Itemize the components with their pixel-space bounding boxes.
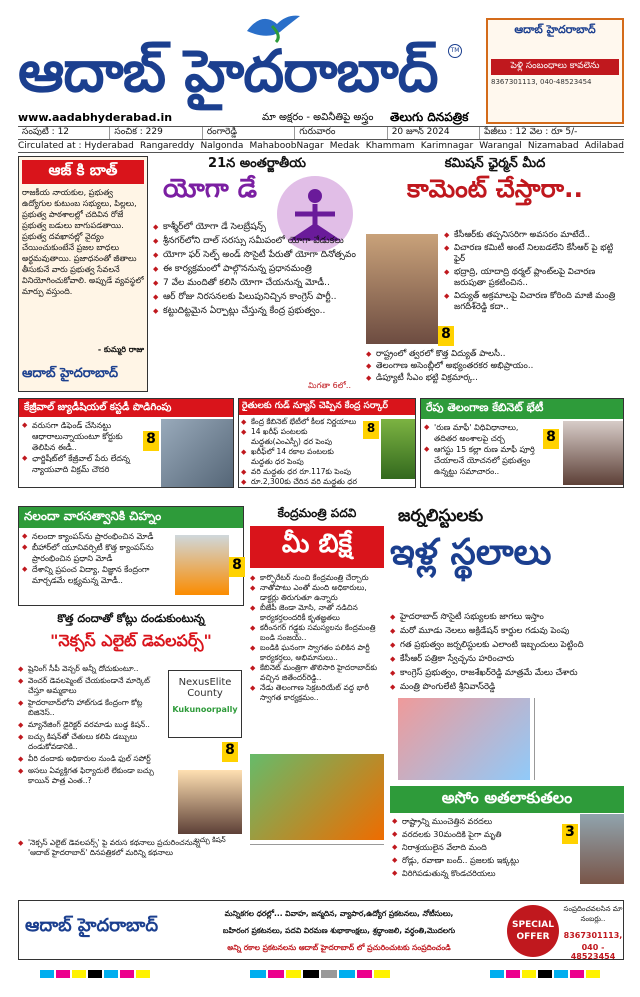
journalists-bullets xyxy=(390,610,624,694)
page-3-badge: 3 xyxy=(562,824,578,844)
circulation-item: Karimnagar xyxy=(420,141,474,151)
revanth-photo xyxy=(563,421,623,485)
farmers-bullet: ◆ కేంద్ర కేబినెట్ భేటీలో కీలక నిర్ణయాలు xyxy=(241,417,357,427)
corner-ad-contact: 8367301113, 040-48523454 xyxy=(491,78,592,86)
print-color-bar-center xyxy=(250,970,390,978)
nalanda-story xyxy=(18,506,244,606)
commission-bullet: ◆ డిప్యూటీ సీఎం భట్టి విక్రమార్క.. xyxy=(366,372,624,384)
aaj-ki-baat-column xyxy=(18,156,148,392)
kejriwal-bullet: ◆ వరుసగా డిఫెండ్ చేసినట్టు ఆధారాలున్నాయంటూ కోర్టుకు తెలిపిన ఈడీ.. xyxy=(22,420,134,453)
journalists-bullet: ◆ హైదరాబాద్ సొసైటీ సభ్యులకు జాగలు ఇస్తాం xyxy=(390,610,624,624)
aaj-ki-baat-logo: ఆదాబ్ హైదరాబాద్ xyxy=(22,366,119,381)
assam-bullet: ◆ నిరాశ్రయులైన వేలాది మంది xyxy=(392,841,558,854)
sanjay-caption xyxy=(250,844,384,884)
journalists-bullet: ◆ మంత్రి పొంగులేటి శ్రీనివాస్‌రెడ్డి xyxy=(390,680,624,694)
nexus-bullet: ◆ వెంచర్ డెవలప్మెంట్ చేయకుండానే మార్కెట్ చేస్తూ అమ్మకాలు xyxy=(18,676,162,696)
minister-kicker: కేంద్రమంత్రి పదవి xyxy=(277,506,357,520)
yoga-bullet: ◆ ఆర్ రోజు నిరసనలకు పిలుపునిచ్చిన కాంగ్రెస్ పార్టీ.. xyxy=(153,290,363,304)
aaj-ki-baat-author: - కుమ్మరి రాజు xyxy=(97,345,144,354)
minister-bullet: ◆ కరీంనగర్ గడ్డకు సమస్యలను కేంద్రమంత్రి బండి సంజయ్.. xyxy=(250,623,384,643)
journalists-bullet: ◆ కాంగ్రెస్ ప్రభుత్వం, రాజశేఖర్‌రెడ్డి మాత్రమే మేలు చేశారు xyxy=(390,666,624,680)
nexus-story xyxy=(18,612,244,888)
commission-headline: కామెంట్ చేస్తారా.. xyxy=(407,174,583,203)
cabinet-story xyxy=(420,398,624,488)
commission-kicker: కమిషన్ ఛైర్మన్ మీద xyxy=(444,156,546,171)
motto: మా అక్షరం - అవినీతిపై అస్త్రం xyxy=(262,112,374,123)
nexus-logo xyxy=(168,670,242,738)
nexus-kicker: కొత్త దందాతో కోట్లు దండుకుంటున్న xyxy=(57,612,205,625)
nexus-bullet: ◆ బచ్చు కిషన్‌తో చేతులు కలిపి డబ్బులు దండుకోవడానికి.. xyxy=(18,732,162,752)
journalists-headline: ఇళ్ల స్థలాలు xyxy=(390,532,552,573)
sanjay-rally-photo xyxy=(250,754,384,840)
journalists-bullet: ◆ కేసీఆర్ పత్రికా స్వేచ్ఛను హరించారు xyxy=(390,652,624,666)
assam-headline: అసోం అతలాకుతలం xyxy=(390,786,624,813)
crop-photo xyxy=(381,419,415,479)
page-8-badge: 8 xyxy=(229,557,245,577)
pages-price: పేజీలు : 12 వెల : రూ 5/- xyxy=(484,127,578,137)
circulation-item: Medak xyxy=(329,141,360,151)
minister-headline: మీ బిక్షే xyxy=(250,526,384,568)
nexus-photo-caption: బచ్చు కిషన్ xyxy=(194,836,226,844)
weekday: గురువారం xyxy=(295,127,387,139)
minister-story xyxy=(250,506,384,784)
assam-bullet: ◆ విరిగిపడుతున్న కొండచరియలు xyxy=(392,867,558,880)
nexus-logo-sub: Kukunoorpally xyxy=(172,705,238,714)
commission-bullet: ◆ కేసీఆర్‌కు తప్పనిసరిగా అవసరం మాటేదే.. xyxy=(444,230,624,241)
bottom-ad-text xyxy=(179,905,499,956)
farmers-headline: రైతులకు గుడ్ న్యూస్ చెప్పిన కేంద్ర సర్కార్ xyxy=(239,399,415,415)
yoga-bullet: ◆ యోగా ఫర్ సెల్ఫ్ అండ్ సొసైటీ పేరుతో యోగా దినోత్సవం xyxy=(153,248,363,262)
commission-bullet: ◆ తెలంగాణ అసెంబ్లీలో అభ్యంతరకర అభిప్రాయం.. xyxy=(366,360,624,372)
bottom-ad-brand: ఆదాబ్ హైదరాబాద్ xyxy=(25,915,159,936)
corner-ad-brand: ఆదాబ్ హైదరాబాద్ xyxy=(514,23,596,36)
assam-bullet: ◆ వరదలకు 30మందికి పైగా మృతి xyxy=(392,828,558,841)
journalists-event-photo xyxy=(398,698,530,780)
corner-ad-banner: పెళ్లి సంబంధాలు కావలెను xyxy=(491,59,619,75)
bottom-ad-line3: అన్ని రకాల ప్రకటనలను ఆదాబ్ హైదరాబాద్ లో ప్రచురించుటకు సంప్రదించండి xyxy=(227,943,451,952)
continued-label: మిగతా 6లో.. xyxy=(308,381,351,390)
commission-bullet: ◆ విద్యుత్ అక్రమాలపై విచారణ కోరింది మాజీ మంత్రి జగదీశ్‌రెడ్డి కదా.. xyxy=(444,291,624,313)
kejriwal-headline: కేజ్రీవాల్ జ్యుడీషియల్ కస్టడీ పొడిగింపు xyxy=(19,399,233,417)
nexus-bullet: ◆ హైదరాబాద్‌లోని హాట్‌గుడ కేంద్రంగా కోట్ల బిజినెస్.. xyxy=(18,698,162,718)
modi-photo xyxy=(175,535,229,595)
yoga-kicker: 21న అంతర్జాతీయ xyxy=(208,156,306,171)
issue-number: సంచిక : 229 xyxy=(110,127,202,139)
edition: రంగారెడ్డి xyxy=(203,127,295,139)
bottom-ad-phone1: 8367301113, xyxy=(563,931,623,940)
nalanda-bullet: ◆ దేశాన్ని ప్రపంచ విద్యా, విజ్ఞాన కేంద్రంగా మార్చడమే లక్ష్యమన్న మోడీ.. xyxy=(22,564,166,586)
cabinet-bullet: ◆ 'రుణ మాఫీ' విధివిధానాలు, తదితర అంశాలపై చర్చ xyxy=(424,422,536,444)
special-offer-badge: SPECIAL OFFER xyxy=(507,905,559,957)
print-color-bar-right xyxy=(490,970,600,978)
date: 20 జూన్ 2024 xyxy=(388,127,480,139)
nalanda-headline: నలందా వారసత్వానికి చిహ్నం xyxy=(19,507,243,528)
bachu-kishan-photo xyxy=(178,770,242,834)
circulation-item: Khammam xyxy=(365,141,415,151)
commission-bullet: ◆ రాష్ట్రంలో త్వరలో కొత్త విద్యుత్ పాలసీ.. xyxy=(366,348,624,360)
volume: సంపుటి : 12 xyxy=(18,127,110,139)
farmers-bullet: ◆ ఖరీఫ్‌లో 14 రకాల పంటలకు మద్దతు ధర పెంపు xyxy=(241,447,357,467)
trademark-badge: TM xyxy=(448,44,462,58)
aaj-ki-baat-title: ఆజ్ కి బాత్ xyxy=(22,160,144,184)
circulation-item: Nalgonda xyxy=(200,141,244,151)
bottom-ad xyxy=(18,900,624,960)
minister-bullet: ◆ నేడు తెలంగాణ సెక్రటరియేట్ వద్ద భారీ స్వాగత కార్యక్రమం.. xyxy=(250,683,384,703)
website-link[interactable]: www.aadabhyderabad.in xyxy=(18,111,173,124)
minister-bullet: ◆ నాతోపాటు ఎంతో మంది అధికారులు, డాక్టర్లు తిరుగుతూ ఉన్నారు xyxy=(250,583,384,603)
corner-ad xyxy=(486,18,624,124)
farmers-story xyxy=(238,398,416,488)
circulation-bar xyxy=(18,141,624,153)
journalists-kicker: జర్నలిస్టులకు xyxy=(398,506,484,526)
language-label: తెలుగు దినపత్రిక xyxy=(390,110,469,124)
nexus-bullet: ◆ షైనింగ్ సీపీ వెన్చర్ అన్నీ దోచుకుంటూ.. xyxy=(18,664,162,674)
minister-bullet: ◆ బీజేపీ జెండా మోసి, నాతో నడిచిన కార్యకర్తలందరికీ కృతజ్ఞతలు xyxy=(250,603,384,623)
circulation-item: Adilabad xyxy=(584,141,624,151)
assam-bullet: ◆ రాష్ట్రాన్ని ముంచెత్తిన వరదలు xyxy=(392,815,558,828)
yoga-bullet: ◆ కాశ్మీర్‌లో యోగా డే సెలబ్రేషన్స్ xyxy=(153,220,363,234)
yoga-story xyxy=(153,156,361,392)
circulation-item: Circulated at : Hyderabad xyxy=(18,141,134,151)
nexus-logo-text: NexusElite County xyxy=(178,677,232,699)
kejriwal-story xyxy=(18,398,234,488)
aaj-ki-baat-body: రాజకీయ నాయకుల, ప్రభుత్వ ఉద్యోగుల కుటుంబ సభ్యులు, పిల్లలు, ప్రభుత్వ పాఠశాలల్లో చదివిన రోజే ప్రభుత్వ బడులు బాగుపడతాయి. ప్రభుత్వ దవఖానల్లో వైద్యం చేయించుకుంటేనే ప్రజల బాధలు అర్థమవుతాయి. ప్రజాధనంతో జీతాలు తీసుకునే వారు ప్రభుత్వ సేవలనే వినియోగించుకోవాలి. అప్పుడే వ్యవస్థలో మార్పు వస్తుంది. xyxy=(22,188,144,296)
nexus-bullet: ◆ 'నెక్సస్ ఎలైట్ డెవలపర్స్' పై వరుస కథనాలు ప్రచురించనున్న 'ఆదాబ్ హైదరాబాద్' దినపత్రికలో మరిన్ని కథనాలు xyxy=(18,838,218,858)
circulation-item: Rangareddy xyxy=(140,141,195,151)
bottom-ad-line2: బహిరంగ ప్రకటనలు, పదవి విరమణ శుభాకాంక్షలు, శ్రద్ధాంజలి, వర్ధంతి,మొదలగు xyxy=(222,926,456,935)
circulation-item: Warangal xyxy=(479,141,522,151)
yoga-bullet: ◆ ఈ కార్యక్రమంలో పాల్గొననున్న ప్రధానమంత్రి xyxy=(153,262,363,276)
bottom-ad-phone2: 040 - 48523454 xyxy=(570,943,616,961)
issue-info-bar xyxy=(18,126,624,140)
minister-bullet: ◆ కార్పొరేటర్ నుంచి కేంద్రమంత్రి చేర్చారు xyxy=(250,573,384,583)
yoga-bullet: ◆ 7 వేల మందితో కలిసి యోగా చేయనున్న మోడీ.. xyxy=(153,276,363,290)
page-8-badge: 8 xyxy=(363,421,379,439)
bottom-ad-line1: మన్నికగల ధరల్లో... వివాహ, జన్మదిన, వ్యాపార,ఉద్యోగ ప్రకటనలు, నోటీసులు, xyxy=(224,909,454,918)
circulation-item: Nizamabad xyxy=(527,141,579,151)
journalists-bullet: ◆ గత ప్రభుత్వం జర్నలిస్టులకు ఎలాంటి ఇబ్బందులు పెట్టింది xyxy=(390,638,624,652)
page-8-badge: 8 xyxy=(143,431,159,451)
journalists-bullet: ◆ మరో మూడు నెలలు అక్రిడేషన్ కార్డుల గడువు పెంపు xyxy=(390,624,624,638)
bottom-ad-contact-label: సంప్రదించవలసిన మా నంబర్లు.. xyxy=(563,905,623,923)
page-8-badge: 8 xyxy=(438,326,454,346)
assam-bullet: ◆ రోడ్లు, రవాణా బంద్.. ప్రజలకు ఇక్కట్లు xyxy=(392,854,558,867)
print-color-bar-left xyxy=(40,970,150,978)
kejriwal-photo xyxy=(161,419,233,487)
kejriwal-bullet: ◆ ఛార్జిషీట్‌లో కేజ్రీవాల్ పేరు లేదన్న న్యాయవాది విక్రమ్ చౌదరి xyxy=(22,453,134,475)
nexus-headline: "నెక్సస్ ఎలైట్ డెవలపర్స్" xyxy=(50,631,212,650)
masthead-title: ఆదాబ్ హైదరాబాద్ xyxy=(18,37,438,105)
yoga-bullet: ◆ శ్రీనగర్‌లోని దాల్ సరస్సు సమీపంలో యోగా వేడుకలు xyxy=(153,234,363,248)
nexus-bullet: ◆ మ్యానేజింగ్ డైరెక్టర్ వరమాడు బుడ్డ కిషన్.. xyxy=(18,720,162,730)
commission-bullet: ◆ విచారణ కమిటీ అంటే నిలబడలేని కేసీఆర్ పై భట్టి ఫైర్ xyxy=(444,243,624,265)
yoga-bullet: ◆ కట్టుదిట్టమైన ఏర్పాట్లు చేస్తున్న కేంద్ర ప్రభుత్వం.. xyxy=(153,304,363,318)
journalists-story xyxy=(390,506,624,608)
page-8-badge: 8 xyxy=(222,742,238,762)
commission-bullet: ◆ భద్రాద్రి, యాదాద్రి థర్మల్ ప్లాంట్‌లపై విచారణ జరుపుతా ప్రకటించిన.. xyxy=(444,267,624,289)
nalanda-bullet: ◆ నలందా క్యాంపస్‌ను ప్రారంభించిన మోడీ xyxy=(22,531,166,542)
journalists-event-caption xyxy=(534,698,624,780)
commission-story xyxy=(366,156,624,392)
nexus-bullet: ◆ వీరి దందాకు అధికారుల నుండి ఫుల్ సపోర్ట్ xyxy=(18,754,162,764)
minister-bullet: ◆ బండికి ఘనంగా స్వాగతం పలికిన పార్టీ కార్యకర్తలు, అభిమానులు.. xyxy=(250,643,384,663)
cabinet-bullet: ◆ ఆగస్టు 15 కల్లా రుణ మాఫీ పూర్తి చేయాలనే యోచనలో ప్రభుత్వం ఉన్నట్టు సమాచారం.. xyxy=(424,444,536,477)
nexus-bullet: ◆ అసలు ఏవ్యక్తిగత ఫిర్యాదులే లేకుండా బచ్చు కాయిన్ పాత్ర ఎంత..? xyxy=(18,766,162,786)
minister-bullet: ◆ కేబినెట్ మంత్రిగా తొలిసారి హైదరాబాద్‌కు వచ్చిన జితేందర్‌రెడ్డి.. xyxy=(250,663,384,683)
circulation-item: MahaboobNagar xyxy=(249,141,324,151)
bhatti-photo xyxy=(366,234,438,344)
cabinet-headline: రేపు తెలంగాణ కేబినెట్ భేటీ xyxy=(421,399,623,419)
assam-story xyxy=(390,786,624,886)
nalanda-bullet: ◆ బీహార్‌లో యూనివర్సిటీ కొత్త క్యాంపస్‌ను ప్రారంభించిన ప్రధాని మోడీ xyxy=(22,542,166,564)
farmers-bullet: ◆ రూ.2,300కు చేరిన వరి మద్దతు ధర xyxy=(241,477,357,487)
yoga-headline: యోగా డే xyxy=(163,174,258,204)
assam-flood-photo xyxy=(580,814,624,884)
farmers-bullet: ◆ వరి మద్దతు ధర రూ.117కు పెంపు xyxy=(241,467,357,477)
page-8-badge: 8 xyxy=(543,429,559,449)
farmers-bullet: ◆ 14 ఖరీఫ్ పంటలకు మద్దతు(ఎంఎస్పీ) ధర పెంపు xyxy=(241,427,357,447)
